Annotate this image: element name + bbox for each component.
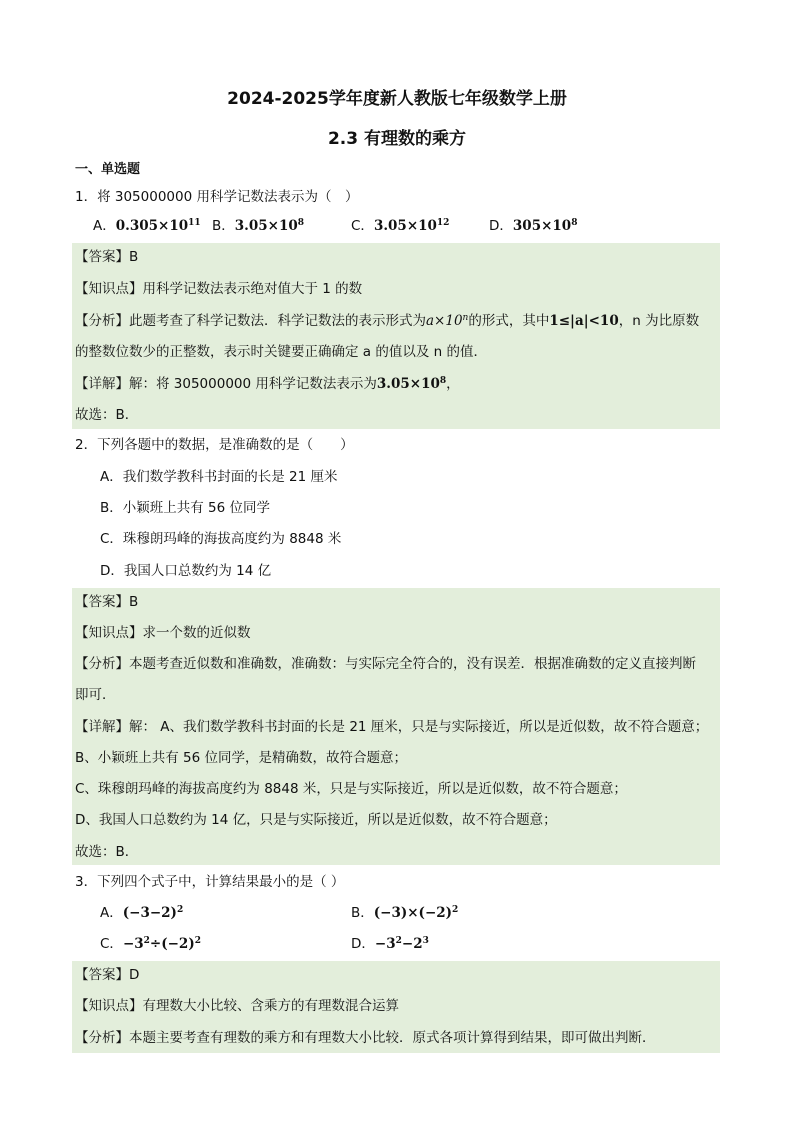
question-2-option-a: A．我们数学教科书封面的长是 21 厘米	[100, 469, 338, 485]
question-2-detail-line-4: D、我国人口总数约为 14 亿，只是与实际接近，所以是近似数，故不符合题意；	[75, 812, 557, 828]
question-2-analysis-line-2: 即可．	[75, 687, 116, 703]
question-1-analysis-line-1: 【分析】此题考查了科学记数法．科学记数法的表示形式为$a\times 10^n$的形式，其中1≤|a|<10，n 为比原数	[75, 313, 700, 329]
question-2-detail-line-2: B、小颖班上共有 56 位同学，是精确数，故符合题意；	[75, 750, 408, 766]
question-2-option-b: B．小颖班上共有 56 位同学	[100, 500, 271, 516]
question-1-detail: 【详解】解：将 305000000 用科学记数法表示为$3.05\times 10^8$，	[75, 376, 460, 392]
question-1-option-d: D．$305\times 10^8$	[489, 218, 578, 234]
question-3-option-d: D．$-3^2-2^3$	[351, 936, 429, 952]
question-3-option-b: B．$(-3)\times(-2)^2$	[351, 905, 459, 921]
question-1-stem: 1．将 305000000 用科学记数法表示为（ ）	[75, 189, 359, 205]
question-1-conclusion: 故选：B．	[75, 407, 139, 423]
question-3-answer: 【答案】D	[75, 967, 140, 983]
question-3-knowledge: 【知识点】有理数大小比较、含乘方的有理数混合运算	[75, 998, 399, 1014]
question-2-detail-line-3: C、珠穆朗玛峰的海拔高度约为 8848 米，只是与实际接近，所以是近似数，故不符合题意；	[75, 781, 627, 797]
section-heading: 一、单选题	[75, 162, 141, 177]
question-3-option-a: A．$(-3-2)^2$	[100, 905, 184, 921]
lesson-title: 2.3 有理数的乘方	[327, 129, 467, 149]
question-1-analysis-line-2: 的整数位数少的正整数，表示时关键要正确确定 a 的值以及 n 的值．	[75, 344, 487, 360]
question-2-answer: 【答案】B	[75, 594, 139, 610]
question-2-analysis-line-1: 【分析】本题考查近似数和准确数，准确数：与实际完全符合的，没有误差．根据准确数的定义直接判断	[75, 656, 696, 672]
question-3-stem: 3．下列四个式子中，计算结果最小的是（ ）	[75, 874, 345, 890]
question-2-knowledge: 【知识点】求一个数的近似数	[75, 625, 251, 641]
question-1-option-b: B．$3.05\times 10^8$	[212, 218, 305, 234]
question-1-knowledge: 【知识点】用科学记数法表示绝对值大于 1 的数	[75, 281, 363, 297]
question-2-option-d: D．我国人口总数约为 14 亿	[100, 563, 272, 579]
question-2-detail-line-1: 【详解】解： A、我们数学教科书封面的长是 21 厘米，只是与实际接近，所以是近似数，故不符合题意；	[75, 719, 709, 735]
question-1-answer: 【答案】B	[75, 249, 139, 265]
question-2-stem: 2．下列各题中的数据，是准确数的是（ ）	[75, 437, 354, 453]
question-1-solution-box	[72, 243, 720, 429]
question-1-option-a: A．$0.305\times 10^{11}$	[93, 218, 201, 234]
question-3-option-c: C．$-3^2\div(-2)^2$	[100, 936, 201, 952]
question-2-option-c: C．珠穆朗玛峰的海拔高度约为 8848 米	[100, 531, 342, 547]
question-1-option-c: C．$3.05\times 10^{12}$	[351, 218, 450, 234]
question-2-conclusion: 故选：B．	[75, 844, 139, 860]
document-title: 2024-2025学年度新人教版七年级数学上册	[227, 89, 567, 109]
question-3-analysis: 【分析】本题主要考查有理数的乘方和有理数大小比较．原式各项计算得到结果，即可做出判断．	[75, 1030, 656, 1046]
